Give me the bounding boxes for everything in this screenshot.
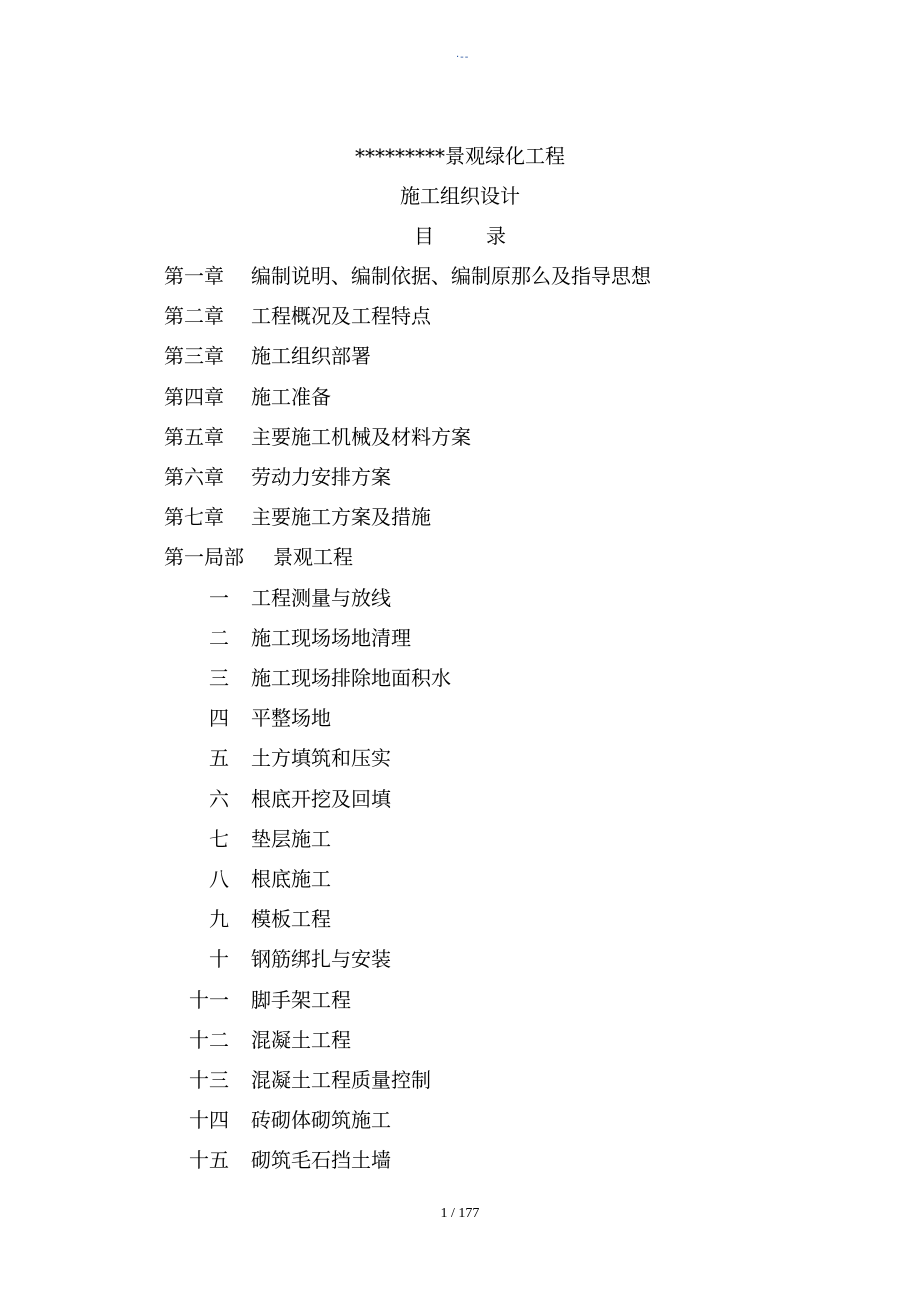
toc-label: 工程概况及工程特点: [251, 304, 431, 329]
toc-number: 六: [209, 786, 229, 811]
toc-item-row: [0, 1108, 920, 1132]
toc-label: 砖砌体砌筑施工: [251, 1108, 391, 1133]
toc-number: 十二: [189, 1027, 229, 1052]
toc-heading-right: 录: [486, 224, 506, 248]
toc-chapter-row: [0, 425, 920, 449]
toc-label: 景观工程: [273, 545, 353, 570]
toc-number: 第二章: [164, 304, 224, 329]
document-title: *********景观绿化工程: [355, 144, 565, 168]
toc-label: 混凝土工程质量控制: [251, 1068, 431, 1092]
toc-number: 三: [209, 666, 229, 690]
toc-number: 一: [209, 585, 229, 610]
toc-item-row: [0, 626, 920, 650]
toc-label: 根底施工: [251, 867, 331, 891]
document-subtitle: 施工组织设计: [400, 184, 520, 208]
toc-number: 十五: [189, 1148, 229, 1173]
toc-item-row: [0, 988, 920, 1012]
toc-number: 第五章: [164, 424, 224, 449]
toc-heading: [0, 224, 920, 248]
toc-number: 第三章: [164, 344, 224, 369]
toc-number: 五: [209, 746, 229, 771]
toc-number: 十四: [189, 1108, 229, 1133]
toc-label: 主要施工机械及材料方案: [251, 424, 471, 449]
toc-label: 工程测量与放线: [251, 585, 391, 610]
toc-number: 十三: [189, 1068, 229, 1092]
toc-item-row: [0, 787, 920, 811]
toc-item-row: [0, 907, 920, 931]
toc-number: 四: [209, 706, 229, 731]
toc-item-row: [0, 706, 920, 730]
toc-item-row: [0, 1068, 920, 1092]
toc-label: 平整场地: [251, 706, 331, 731]
toc-number: 第一章: [164, 264, 224, 288]
toc-item-row: [0, 746, 920, 770]
toc-number: 八: [209, 867, 229, 891]
toc-chapter-row: [0, 264, 920, 288]
toc-item-row: [0, 666, 920, 690]
toc-label: 编制说明、编制依据、编制原那么及指导思想: [251, 264, 651, 288]
toc-label: 钢筋绑扎与安装: [251, 947, 391, 972]
toc-number: 第六章: [164, 465, 224, 489]
toc-number: 二: [209, 625, 229, 650]
toc-label: 根底开挖及回填: [251, 786, 391, 811]
toc-number: 十: [209, 947, 229, 972]
toc-label: 混凝土工程: [251, 1027, 351, 1052]
toc-number: 第四章: [164, 384, 224, 409]
toc-item-row: [0, 1148, 920, 1172]
toc-number: 七: [209, 826, 229, 851]
toc-item-row: [0, 827, 920, 851]
toc-part-row: [0, 545, 920, 569]
toc-label: 土方填筑和压实: [251, 746, 391, 771]
toc-item-row: [0, 586, 920, 610]
toc-item-row: [0, 867, 920, 891]
toc-label: 施工现场排除地面积水: [251, 666, 451, 690]
toc-item-row: [0, 947, 920, 971]
toc-label: 砌筑毛石挡土墙: [251, 1148, 391, 1173]
toc-label: 脚手架工程: [251, 987, 351, 1012]
toc-number: 十一: [189, 987, 229, 1012]
toc-chapter-row: [0, 385, 920, 409]
toc-label: 劳动力安排方案: [251, 465, 391, 489]
toc-label: 主要施工方案及措施: [251, 505, 431, 530]
toc-chapter-row: [0, 505, 920, 529]
toc-chapter-row: [0, 304, 920, 328]
toc-label: 施工现场场地清理: [251, 625, 411, 650]
toc-item-row: [0, 1028, 920, 1052]
header-mark: ·--: [456, 52, 470, 63]
toc-label: 施工准备: [251, 384, 331, 409]
toc-label: 模板工程: [251, 907, 331, 932]
toc-chapter-row: [0, 344, 920, 368]
toc-number: 第七章: [164, 505, 224, 530]
toc-number: 九: [209, 907, 229, 932]
toc-chapter-row: [0, 465, 920, 489]
toc-label: 施工组织部署: [251, 344, 371, 369]
toc-label: 垫层施工: [251, 826, 331, 851]
toc-heading-left: 目: [414, 224, 434, 248]
toc-number: 第一局部: [164, 545, 244, 570]
page-number: 1 / 177: [440, 1206, 480, 1221]
